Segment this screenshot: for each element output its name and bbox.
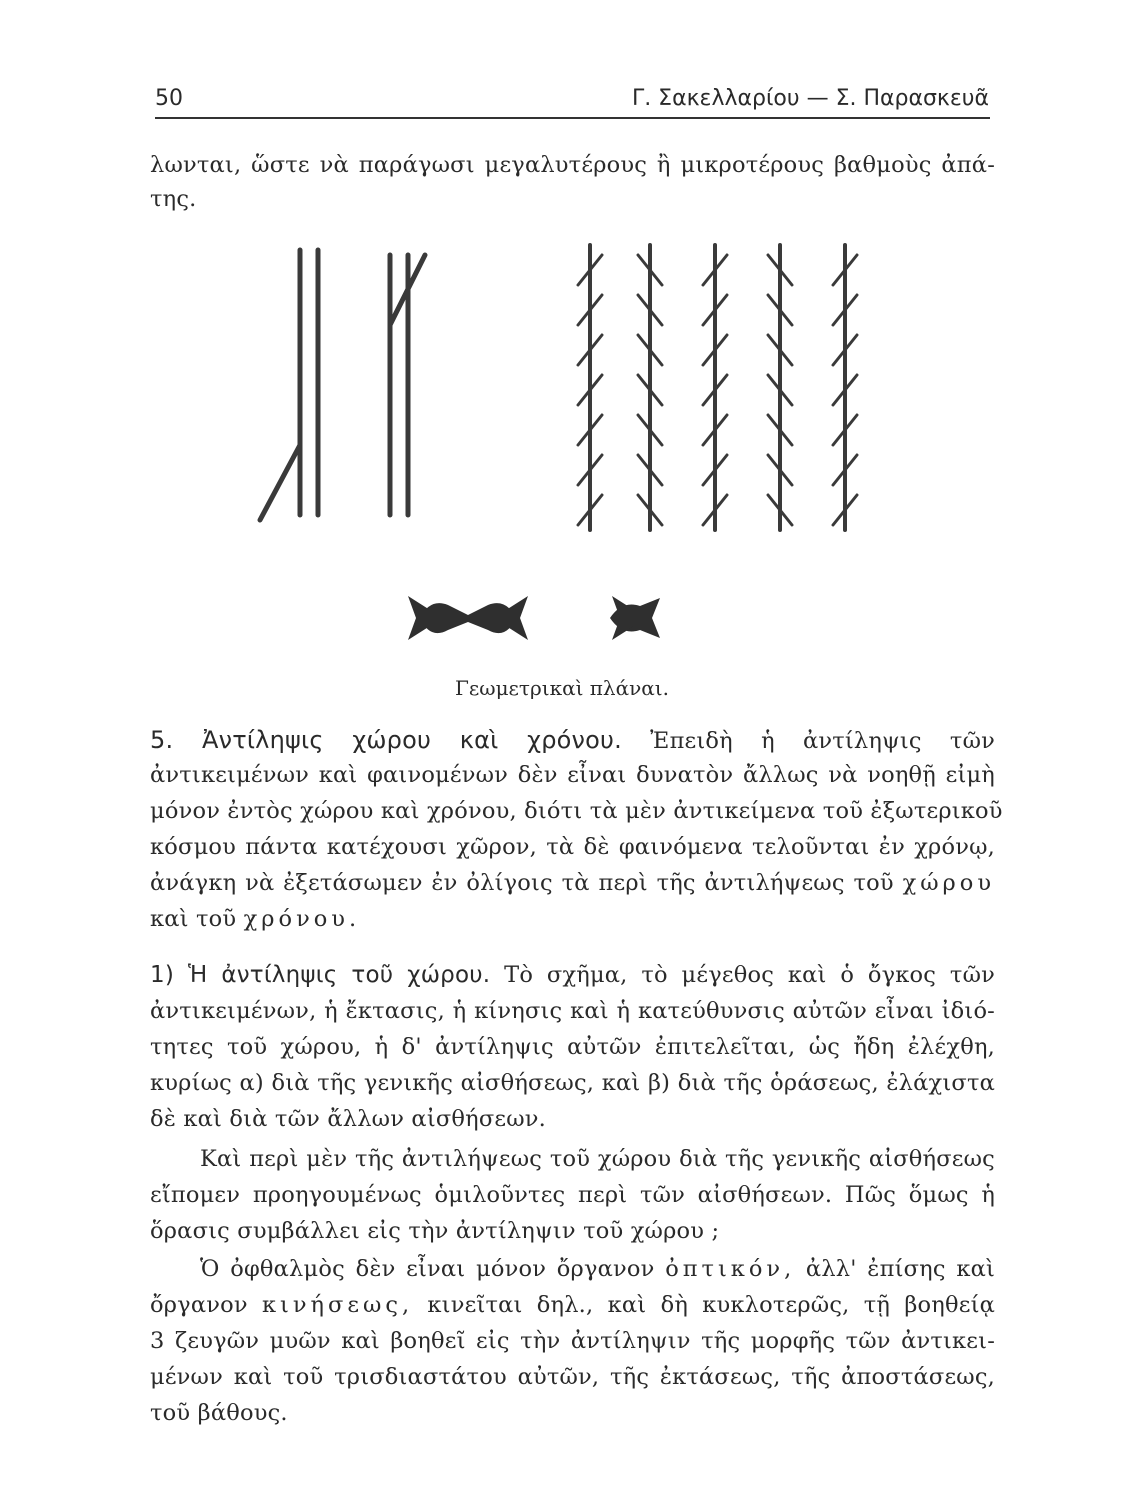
- section5-line-1: [150, 726, 995, 754]
- para3-line-2-text-a: ὄργανον: [150, 1292, 248, 1318]
- section-heading: 5. Ἀντίληψις χώρου καὶ χρόνου.: [150, 726, 622, 754]
- para3-line-1: [200, 1256, 995, 1282]
- poggendorff-illusion: [260, 250, 425, 520]
- para2-line-1: Καὶ περὶ μὲν τῆς ἀντιλήψεως τοῦ χώρου διὰ τῆς γενικῆς αἰσθήσεως: [200, 1146, 995, 1172]
- header-rule: [155, 117, 990, 119]
- subsection1-line-3: τητες τοῦ χώρου, ἡ δ' ἀντίληψις αὐτῶν ἐπιτελεῖται, ὡς ἤδη ἐλέχθη,: [150, 1034, 995, 1060]
- section5-line-6: [150, 906, 995, 932]
- para3-line-1-text-c: ἀλλ' ἐπίσης καὶ: [805, 1256, 995, 1282]
- subsection1-line-1: [150, 962, 995, 988]
- para3-line-4: μένων καὶ τοῦ τρισδιαστάτου αὐτῶν, τῆς ἐκτάσεως, τῆς ἀποστάσεως,: [150, 1364, 995, 1390]
- illusion-figure: [230, 230, 910, 660]
- page-number: 50: [155, 86, 183, 111]
- spaced-word-optical: ὀπτικόν,: [665, 1256, 796, 1282]
- para2-line-3: ὅρασις συμβάλλει εἰς τὴν ἀντίληψιν τοῦ χώρου ;: [150, 1218, 720, 1244]
- section5-line-5: [150, 870, 995, 896]
- zollner-illusion: [578, 245, 857, 530]
- section5-line-1-text: Ἐπειδὴ ἡ ἀντίληψις τῶν: [650, 728, 996, 754]
- subsection1-line-5: δὲ καὶ διὰ τῶν ἄλλων αἰσθήσεων.: [150, 1106, 547, 1132]
- para3-line-1-text-a: Ὁ ὀφθαλμὸς δὲν εἶναι μόνον ὄργανον: [200, 1256, 655, 1282]
- spaced-word-space: χώρου: [902, 870, 996, 896]
- figure-caption: Γεωμετρικαὶ πλάναι.: [455, 676, 669, 700]
- para3-line-5: τοῦ βάθους.: [150, 1400, 288, 1426]
- para3-line-3: 3 ζευγῶν μυῶν καὶ βοηθεῖ εἰς τὴν ἀντίληψιν τῆς μορφῆς τῶν ἀντικει-: [150, 1328, 995, 1354]
- para3-line-2-text-c: κινεῖται δηλ., καὶ δὴ κυκλοτερῶς, τῇ βοηθείᾳ: [427, 1292, 995, 1318]
- subsection1-line-1-text: Τὸ σχῆμα, τὸ μέγεθος καὶ ὁ ὄγκος τῶν: [504, 962, 995, 988]
- section5-line-6-text: καὶ τοῦ: [150, 906, 237, 932]
- intro-line-2: της.: [150, 186, 197, 212]
- para2-line-2: εἴπομεν προηγουμένως ὁμιλοῦντες περὶ τῶν αἰσθήσεων. Πῶς ὅμως ἡ: [150, 1182, 995, 1208]
- intro-line-1: λωνται, ὥστε νὰ παράγωσι μεγαλυτέρους ἢ μικροτέρους βαθμοὺς ἀπά-: [150, 152, 995, 178]
- subsection-heading: 1) Ἡ ἀντίληψις τοῦ χώρου.: [150, 962, 491, 988]
- subsection1-line-4: κυρίως α) διὰ τῆς γενικῆς αἰσθήσεως, καὶ β) διὰ τῆς ὁράσεως, ἐλάχιστα: [150, 1070, 995, 1096]
- subsection1-line-2: ἀντικειμένων, ἡ ἔκτασις, ἡ κίνησις καὶ ἡ κατεύθυνσις αὐτῶν εἶναι ἰδιό-: [150, 998, 995, 1024]
- section5-line-3: μόνον ἐντὸς χώρου καὶ χρόνου, διότι τὰ μὲν ἀντικείμενα τοῦ ἐξωτερικοῦ: [150, 798, 1003, 824]
- para3-line-2: [150, 1292, 995, 1318]
- section5-line-4: κόσμου πάντα κατέχουσι χῶρον, τὰ δὲ φαινόμενα τελοῦνται ἐν χρόνῳ,: [150, 834, 995, 860]
- section5-line-5-text: ἀνάγκη νὰ ἐξετάσωμεν ἐν ὀλίγοις τὰ περὶ τῆς ἀντιλήψεως τοῦ: [150, 870, 894, 896]
- muller-lyer-illusion: [408, 596, 660, 640]
- section5-line-2: ἀντικειμένων καὶ φαινομένων δὲν εἶναι δυνατὸν ἄλλως νὰ νοηθῇ εἰμὴ: [150, 762, 995, 788]
- spaced-word-motion: κινήσεως,: [261, 1292, 414, 1318]
- running-title: Γ. Σακελλαρίου — Σ. Παρασκευᾶ: [631, 86, 989, 111]
- spaced-word-time: χρόνου.: [243, 906, 361, 932]
